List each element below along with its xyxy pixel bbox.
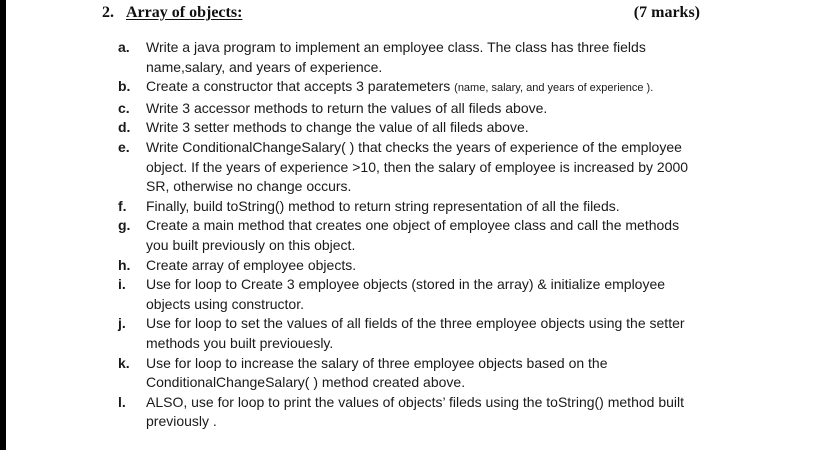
item-text: [146, 393, 758, 432]
item-line: Write 3 setter methods to change the value of all fileds above.: [146, 119, 529, 136]
item-line: previously .: [146, 413, 217, 430]
item-letter: c.: [118, 99, 130, 116]
item-line: methods you built previouesly.: [146, 334, 334, 351]
item-letter: h.: [118, 256, 131, 273]
item-text: [146, 99, 758, 119]
item-letter: i.: [118, 276, 126, 293]
question-title: Array of objects:: [126, 4, 243, 21]
item-line: SR, otherwise no change occurs.: [146, 178, 352, 195]
list-item: [118, 275, 758, 314]
list-item: [118, 216, 758, 255]
item-line: ConditionalChangeSalary( ) method created above.: [146, 374, 466, 391]
item-letter: e.: [118, 138, 130, 155]
item-line: Create a main method that creates one object of employee class and call the methods: [146, 217, 680, 234]
item-letter: g.: [118, 217, 131, 234]
item-line: Write a java program to implement an employee class. The class has three fields: [146, 39, 646, 55]
item-text: [146, 314, 758, 353]
list-item: [118, 354, 758, 393]
item-text: [146, 275, 758, 314]
item-text: [146, 77, 758, 99]
item-line: you built previously on this object.: [146, 236, 356, 253]
item-letter: d.: [118, 119, 131, 136]
item-line: Finally, build toString() method to return string representation of all the fileds.: [146, 197, 620, 214]
list-item: [118, 38, 758, 77]
item-line: object. If the years of experience >10, then the salary of employee is increased by 2000: [146, 158, 689, 175]
item-letter: a.: [118, 39, 130, 55]
item-text: [146, 216, 758, 255]
list-item: [118, 138, 758, 197]
item-line: Create array of employee objects.: [146, 256, 357, 273]
list-item: [118, 256, 758, 276]
item-letter: f.: [118, 197, 127, 214]
list-item: [118, 393, 758, 432]
list-item: [118, 99, 758, 119]
item-text: [146, 118, 758, 138]
requirement-list: [118, 38, 758, 432]
item-letter: k.: [118, 354, 130, 371]
item-line: name,salary, and years of experience.: [146, 58, 383, 75]
question-number: 2.: [102, 4, 114, 21]
item-line: objects using constructor.: [146, 295, 304, 312]
item-letter: b.: [118, 78, 131, 95]
list-item: [118, 118, 758, 138]
item-letter: l.: [118, 393, 126, 410]
item-line: Write ConditionalChangeSalary( ) that checks the years of experience of the employee: [146, 138, 682, 155]
item-text: [146, 197, 758, 217]
item-letter: j.: [118, 315, 126, 332]
item-text: [146, 138, 758, 197]
list-item: [118, 197, 758, 217]
document-page: [6, 0, 828, 450]
item-line: Create a constructor that accepts 3 paratemeters: [146, 78, 451, 95]
item-text: [146, 354, 758, 393]
item-line: Use for loop to increase the salary of three employee objects based on the: [146, 354, 608, 371]
question-marks: (7 marks): [633, 4, 700, 21]
item-line: Use for loop to set the values of all fields of the three employee objects using the setter: [146, 315, 685, 332]
item-line: ALSO, use for loop to print the values of objects’ fileds using the toString() method built: [146, 393, 684, 410]
item-line: Write 3 accessor methods to return the values of all fileds above.: [146, 99, 548, 116]
list-item: [118, 77, 758, 99]
item-text: [146, 256, 758, 276]
list-item: [118, 314, 758, 353]
item-line: Use for loop to Create 3 employee objects (stored in the array) & initialize employee: [146, 276, 666, 293]
item-text: [146, 38, 758, 77]
question-heading: [102, 4, 242, 22]
item-note: (name, salary, and years of experience ).: [454, 82, 654, 95]
